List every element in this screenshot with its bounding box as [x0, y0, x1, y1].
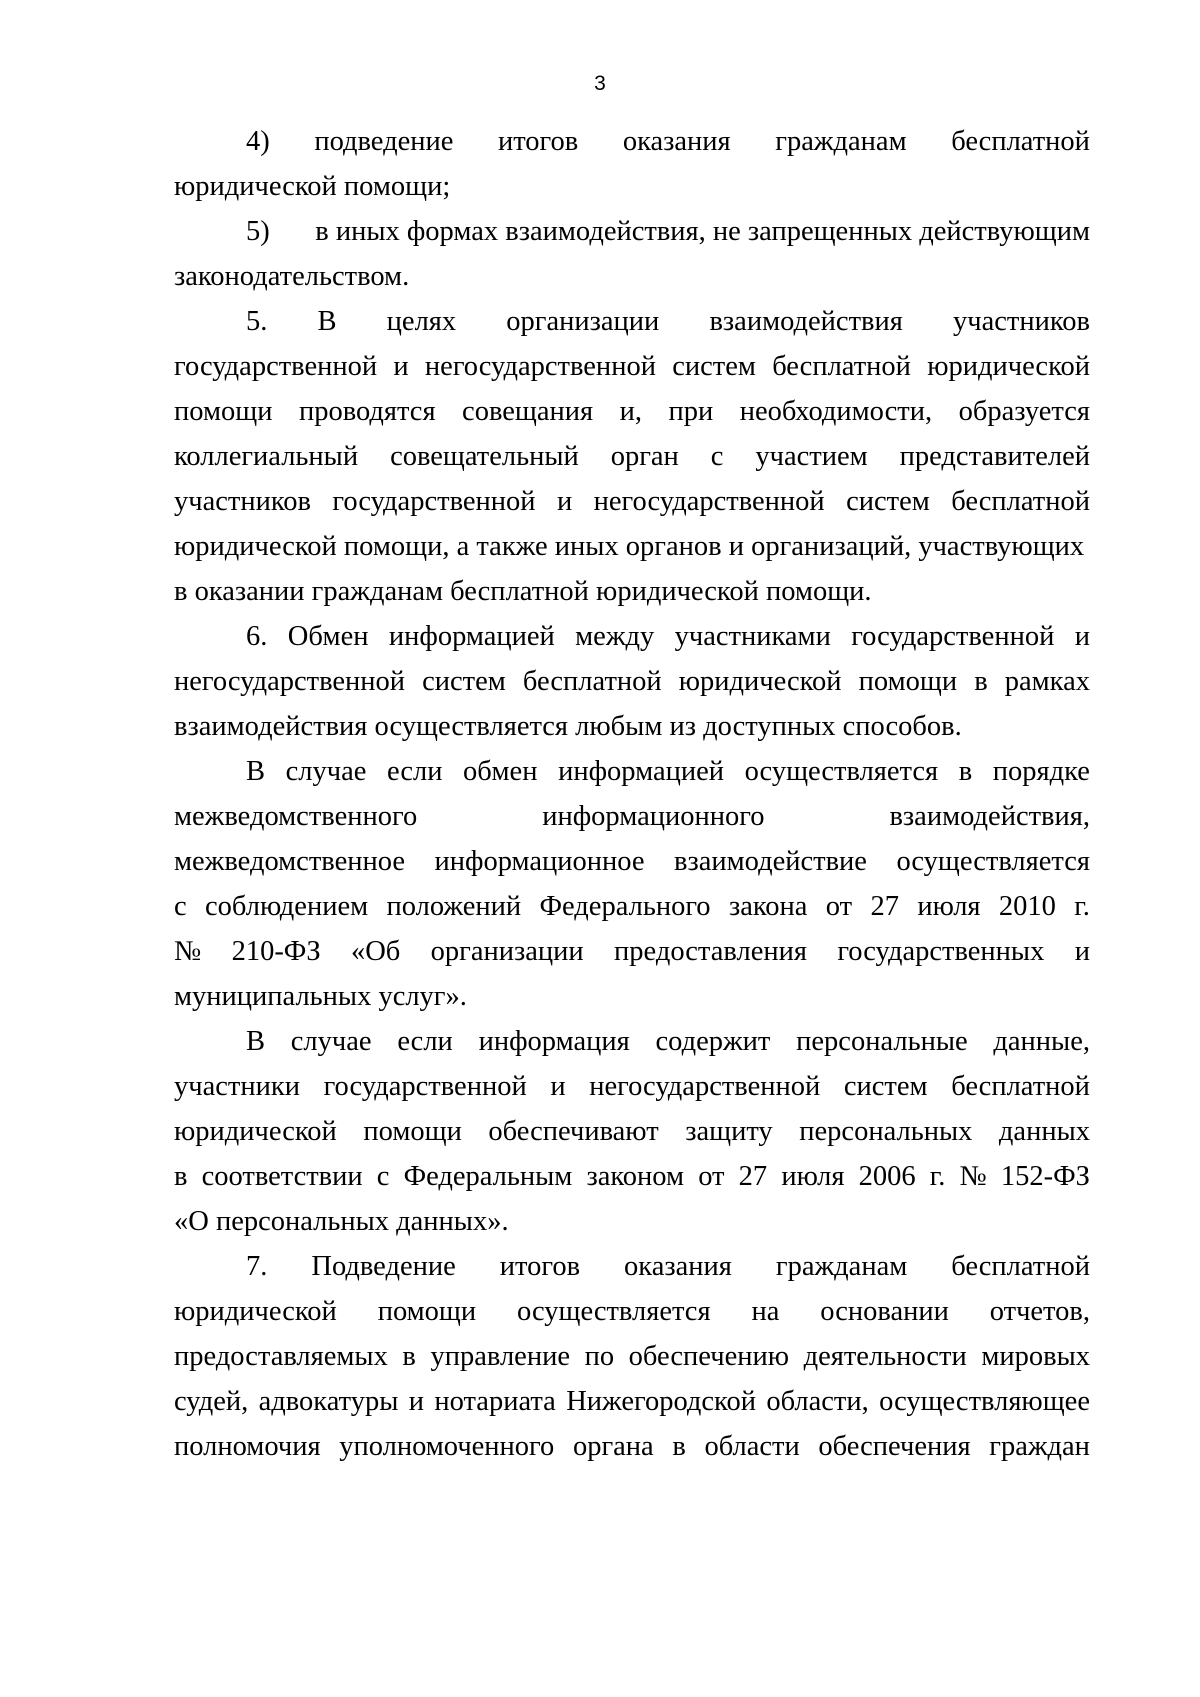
text-word: содержит: [655, 1026, 771, 1057]
text-word: государственной: [851, 621, 1055, 652]
text-word: юридической: [174, 1296, 337, 1327]
text-line: [174, 1332, 1090, 1377]
text-line: [174, 1107, 1090, 1152]
text-word: соответствии: [201, 1161, 363, 1192]
text-word: г.: [929, 1161, 946, 1192]
text-word: осуществляется: [517, 1296, 711, 1327]
text-word: совещания: [462, 396, 594, 427]
text-word: взаимодействия,: [889, 801, 1090, 832]
text-word: 152-ФЗ: [1000, 1161, 1090, 1192]
text-word: юридической: [927, 351, 1090, 382]
text-word: негосударственной: [424, 351, 656, 382]
text-word: по: [584, 1341, 615, 1372]
text-word: помощи: [174, 396, 273, 427]
text-word: деятельности: [803, 1341, 967, 1372]
text-word: коллегиальный: [174, 441, 359, 472]
text-word: полномочия: [174, 1431, 321, 1462]
text-word: обеспечению: [628, 1341, 790, 1372]
text-word: участников: [174, 486, 311, 517]
text-word: в оказании гражданам бесплатной юридической помощи.: [174, 576, 872, 607]
text-word: в: [672, 1431, 686, 1462]
text-word: участниками: [674, 621, 831, 652]
text-word: №: [959, 1161, 987, 1192]
text-word: помощи: [377, 1296, 477, 1327]
text-word: негосударственной: [174, 666, 406, 697]
text-word: персональных: [799, 1116, 973, 1147]
text-word: предоставляемых: [174, 1341, 388, 1372]
text-word: 4): [246, 126, 270, 157]
text-line: [174, 1242, 1090, 1287]
text-word: основании: [820, 1296, 949, 1327]
text-word: информация: [478, 1026, 630, 1057]
text-word: государственных: [837, 936, 1045, 967]
text-word: 210-ФЗ: [231, 936, 321, 967]
text-word: организации: [430, 936, 584, 967]
text-word: обеспечивают: [488, 1116, 659, 1147]
text-line: [174, 387, 1090, 432]
text-word: и: [1074, 621, 1090, 652]
text-word: систем: [422, 666, 506, 697]
text-word: закона: [728, 891, 808, 922]
text-word: защиту: [685, 1116, 773, 1147]
text-word: в: [402, 1341, 416, 1372]
text-word: участников: [953, 306, 1090, 337]
text-word: гражданам: [775, 1251, 908, 1282]
text-word: бесплатной: [951, 1071, 1090, 1102]
text-word: осуществляется: [896, 846, 1090, 877]
text-word: на: [751, 1296, 780, 1327]
text-line: [174, 747, 1090, 792]
text-line: [174, 252, 1090, 297]
text-word: негосударственной: [593, 486, 825, 517]
text-word: юридической помощи;: [174, 171, 451, 202]
text-line: [174, 162, 1090, 207]
text-word: 5.: [246, 306, 268, 337]
text-word: совещательный: [390, 441, 579, 472]
text-word: с: [174, 891, 187, 922]
text-word: орган: [610, 441, 679, 472]
text-word: 2006: [858, 1161, 916, 1192]
text-word: бесплатной: [951, 486, 1090, 517]
text-line: [174, 1287, 1090, 1332]
text-line: [174, 792, 1090, 837]
text-word: предоставления: [614, 936, 807, 967]
text-line: [174, 1017, 1090, 1062]
text-word: и,: [619, 396, 642, 427]
text-word: июля: [917, 891, 981, 922]
text-line: [174, 117, 1090, 162]
text-line: [174, 1062, 1090, 1107]
text-word: уполномоченного: [339, 1431, 555, 1462]
text-word: нотариата: [434, 1386, 556, 1417]
text-line: [174, 477, 1090, 522]
text-word: подведение: [314, 126, 454, 157]
text-word: данные,: [993, 1026, 1090, 1057]
text-word: между: [575, 621, 655, 652]
text-word: бесплатной: [772, 351, 911, 382]
text-line: [174, 657, 1090, 702]
text-word: помощи: [363, 1116, 462, 1147]
text-word: взаимодействия: [709, 306, 903, 337]
text-word: если: [397, 1026, 453, 1057]
text-word: систем: [846, 486, 930, 517]
text-word: положений: [386, 891, 522, 922]
text-word: 6.: [246, 621, 268, 652]
text-word: законодательством.: [174, 261, 410, 292]
text-word: и: [556, 486, 573, 517]
text-word: итогов: [497, 126, 579, 157]
text-line: [174, 342, 1090, 387]
text-word: и: [1074, 936, 1090, 967]
text-word: государственной: [332, 486, 536, 517]
text-word: бесплатной: [951, 1251, 1090, 1282]
text-word: органа: [572, 1431, 654, 1462]
text-word: управление: [430, 1341, 570, 1372]
text-line: [174, 522, 1090, 567]
text-word: негосударственной: [589, 1071, 821, 1102]
text-word: информационного: [542, 801, 765, 832]
text-word: В: [317, 306, 337, 337]
text-word: систем: [672, 351, 756, 382]
text-word: отчетов,: [989, 1296, 1090, 1327]
text-word: если: [386, 756, 443, 787]
text-word: целях: [386, 306, 457, 337]
text-word: и: [393, 351, 409, 382]
text-word: 5): [246, 216, 270, 247]
text-word: образуется: [958, 396, 1090, 427]
text-word: информационное: [434, 846, 645, 877]
document-body: [174, 117, 1090, 1467]
text-word: Обмен: [287, 621, 369, 652]
text-word: взаимодействие: [674, 846, 867, 877]
text-word: в: [174, 1161, 188, 1192]
text-word: соблюдением: [205, 891, 369, 922]
text-word: проводятся: [298, 396, 436, 427]
text-word: порядке: [992, 756, 1090, 787]
text-word: помощи: [858, 666, 958, 697]
text-line: [174, 432, 1090, 477]
text-word: межведомственного: [174, 801, 418, 832]
text-word: законом: [586, 1161, 685, 1192]
text-word: г.: [1074, 891, 1090, 922]
text-word: обмен: [463, 756, 538, 787]
text-word: В: [246, 1026, 266, 1057]
text-line: [174, 612, 1090, 657]
text-word: осуществляется: [744, 756, 939, 787]
text-word: участием: [755, 441, 868, 472]
text-word: и: [408, 1386, 424, 1417]
text-word: гражданам: [775, 126, 907, 157]
text-word: граждан: [989, 1431, 1090, 1462]
text-line: [174, 972, 1090, 1017]
text-word: рамках: [1004, 666, 1090, 697]
text-word: необходимости,: [739, 396, 933, 427]
text-word: 27: [870, 891, 899, 922]
text-word: участники: [174, 1071, 300, 1102]
text-line: [174, 297, 1090, 342]
text-word: межведомственное: [174, 846, 405, 877]
text-line: [174, 1422, 1090, 1467]
text-word: с: [376, 1161, 390, 1192]
text-word: бесплатной: [951, 126, 1090, 157]
text-line: [174, 1197, 1090, 1242]
page-number: 3: [594, 72, 606, 95]
text-word: случае: [285, 756, 367, 787]
text-word: от: [698, 1161, 725, 1192]
text-word: 27: [738, 1161, 768, 1192]
text-line: [174, 207, 1090, 252]
text-word: данных: [998, 1116, 1090, 1147]
text-word: оказания: [622, 126, 731, 157]
text-word: юридической помощи, а также иных органов и организаций, участвующих: [174, 531, 1085, 562]
text-word: Федеральным: [403, 1161, 573, 1192]
text-word: Нижегородской: [566, 1386, 756, 1417]
text-word: информацией: [558, 756, 724, 787]
text-word: случае: [290, 1026, 372, 1057]
text-line: [174, 927, 1090, 972]
text-word: адвокатуры: [258, 1386, 399, 1417]
text-word: юридической: [678, 666, 842, 697]
text-word: 2010: [998, 891, 1056, 922]
text-word: государственной: [174, 351, 378, 382]
text-word: и: [550, 1071, 566, 1102]
text-line: [174, 882, 1090, 927]
text-word: «Об: [350, 936, 401, 967]
text-word: юридической: [174, 1116, 337, 1147]
text-line: [174, 837, 1090, 882]
text-line: [174, 1377, 1090, 1422]
text-word: представителей: [899, 441, 1090, 472]
text-word: судей,: [174, 1386, 249, 1417]
text-word: «О персональных данных».: [174, 1206, 509, 1237]
text-word: в: [974, 666, 988, 697]
text-word: систем: [843, 1071, 928, 1102]
text-word: государственной: [323, 1071, 527, 1102]
text-word: персональные: [796, 1026, 968, 1057]
text-line: [174, 1152, 1090, 1197]
text-word: в иных формах взаимодействия, не запрещенных действующим: [315, 216, 1090, 247]
text-word: при: [668, 396, 714, 427]
text-word: В: [246, 756, 266, 787]
text-word: 7.: [246, 1251, 268, 1282]
text-word: осуществляющее: [879, 1386, 1090, 1417]
text-word: области: [704, 1431, 800, 1462]
text-word: от: [825, 891, 853, 922]
text-word: области,: [766, 1386, 869, 1417]
text-word: организации: [506, 306, 660, 337]
text-word: оказания: [624, 1251, 732, 1282]
text-word: итогов: [499, 1251, 581, 1282]
text-line: [174, 702, 1090, 747]
text-word: бесплатной: [522, 666, 662, 697]
text-word: Федерального: [539, 891, 711, 922]
text-word: Подведение: [311, 1251, 456, 1282]
text-line: [174, 567, 1090, 612]
text-word: июля: [781, 1161, 845, 1192]
text-word: взаимодействия осуществляется любым из доступных способов.: [174, 711, 962, 742]
text-word: с: [710, 441, 724, 472]
text-word: в: [958, 756, 973, 787]
text-word: муниципальных услуг».: [174, 981, 467, 1012]
text-word: информацией: [388, 621, 555, 652]
text-word: обеспечения: [818, 1431, 971, 1462]
text-word: №: [174, 936, 202, 967]
text-word: мировых: [981, 1341, 1090, 1372]
